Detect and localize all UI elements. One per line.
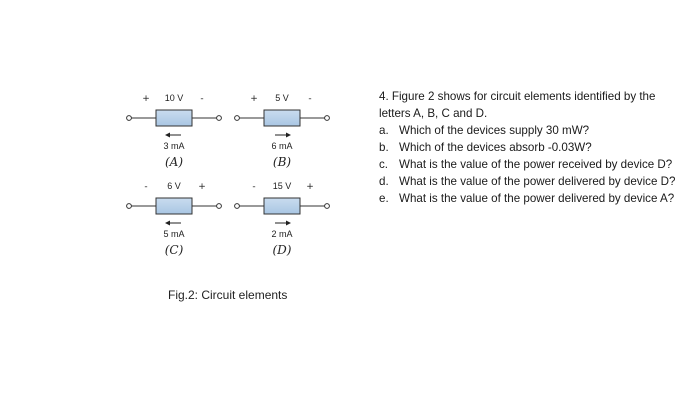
question-item-c [379,156,679,173]
circuit-element-d [235,181,330,257]
current-arrow-head [165,221,170,226]
terminal-right [325,204,330,209]
problem-intro: 4. Figure 2 shows for circuit elements identified by the letters A, B, C and D. [379,90,656,120]
polarity-left: + [250,94,258,104]
circuit-element-c [127,181,222,257]
polarity-right: - [308,94,312,104]
current-arrow-head [165,133,170,138]
question-marker: d. [379,175,389,188]
voltage-label: 6 V [167,181,181,191]
terminal-right [217,204,222,209]
question-item-b [379,139,679,156]
element-body [264,110,300,126]
element-id-label: (B) [272,155,292,169]
current-label: 2 mA [271,229,293,239]
terminal-left [127,116,132,121]
question-marker: a. [379,124,389,137]
circuit-element-b [235,93,330,169]
problem-statement [379,88,679,207]
polarity-right: + [198,182,206,192]
polarity-right: - [200,94,204,104]
element-body [156,110,192,126]
polarity-right: + [306,182,314,192]
question-text: What is the value of the power received by device D? [399,158,673,171]
figure-caption: Fig.2: Circuit elements [168,288,288,302]
current-arrow-head [286,133,291,138]
question-marker: e. [379,192,389,205]
polarity-left: - [144,182,148,192]
question-item-a [379,122,679,139]
polarity-left: - [252,182,256,192]
element-body [156,198,192,214]
question-text: Which of the devices supply 30 mW? [399,124,590,137]
voltage-label: 5 V [275,93,289,103]
question-marker: c. [379,158,389,171]
element-body [264,198,300,214]
voltage-label: 15 V [272,181,292,191]
current-label: 3 mA [163,141,185,151]
current-label: 6 mA [271,141,293,151]
current-label: 5 mA [163,229,185,239]
terminal-right [325,116,330,121]
question-text: What is the value of the power delivered by device A? [399,192,675,205]
terminal-right [217,116,222,121]
circuit-element-a [127,93,222,169]
question-list [379,122,679,207]
current-arrow-head [286,221,291,226]
question-text: What is the value of the power delivered by device D? [399,175,676,188]
polarity-left: + [142,94,150,104]
element-id-label: (D) [272,243,292,257]
question-item-d [379,173,679,190]
element-id-label: (C) [164,243,184,257]
question-text: Which of the devices absorb -0.03W? [399,141,592,154]
question-marker: b. [379,141,389,154]
terminal-left [235,116,240,121]
question-item-e [379,190,679,207]
voltage-label: 10 V [164,93,184,103]
element-id-label: (A) [164,155,184,169]
terminal-left [235,204,240,209]
terminal-left [127,204,132,209]
